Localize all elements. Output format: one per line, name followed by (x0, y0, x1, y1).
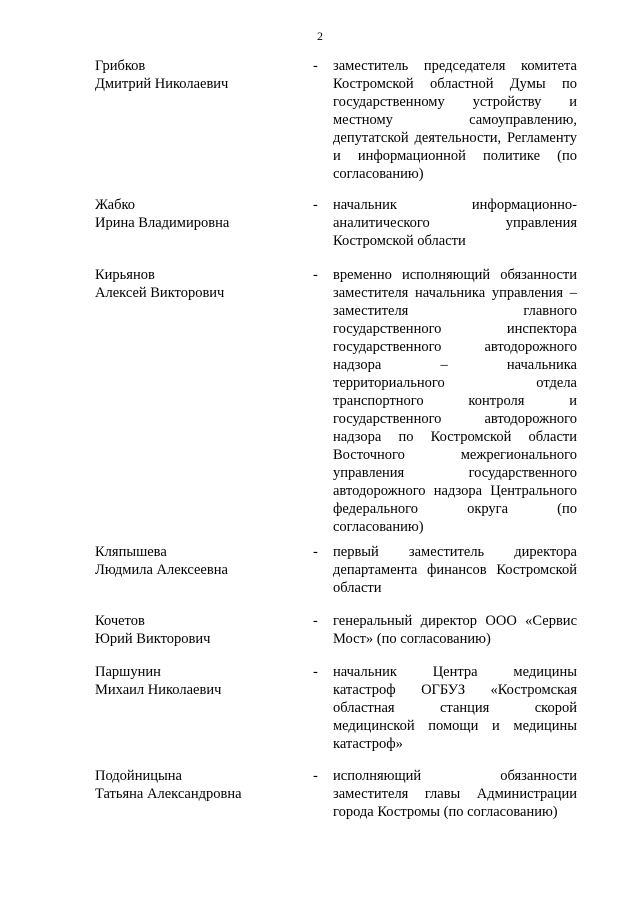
member-position: заместитель председателя комитета Костромской областной Думы по государственному устройству и местному самоуправлению, депутатской деятельности, Регламенту и информационной политике (по согласованию) (333, 58, 577, 182)
member-given-names: Михаил Николаевич (95, 682, 222, 698)
member-name (95, 767, 300, 803)
member-surname: Жабко (95, 197, 136, 213)
member-dash: - (313, 267, 318, 283)
member-given-names: Дмитрий Николаевич (95, 76, 229, 92)
member-surname: Кочетов (95, 613, 145, 629)
member-surname: Паршунин (95, 664, 161, 680)
member-name (95, 612, 300, 648)
member-name (95, 266, 300, 302)
member-given-names: Татьяна Александровна (95, 786, 242, 802)
page-number: 2 (317, 29, 323, 43)
member-dash: - (313, 664, 318, 680)
member-surname: Подойницына (95, 768, 182, 784)
member-surname: Кирьянов (95, 267, 155, 283)
member-position: генеральный директор ООО «Сервис Мост» (по согласованию) (333, 613, 577, 647)
member-given-names: Алексей Викторович (95, 285, 225, 301)
member-given-names: Людмила Алексеевна (95, 562, 228, 578)
member-name (95, 57, 300, 93)
member-dash: - (313, 58, 318, 74)
member-name (95, 663, 300, 699)
member-position: временно исполняющий обязанности заместителя начальника управления – заместителя главного государственного инспектора государственного автодорожного надзора – начальника территориального отдела транспортного контроля и государственного автодорожного надзора по Костромской области Восточного межрегионального управления государственного автодорожного надзора Центрального федерального округа (по согласованию) (333, 267, 577, 535)
member-dash: - (313, 613, 318, 629)
member-name (95, 543, 300, 579)
member-given-names: Ирина Владимировна (95, 215, 230, 231)
member-surname: Грибков (95, 58, 146, 74)
member-given-names: Юрий Викторович (95, 631, 211, 647)
member-dash: - (313, 544, 318, 560)
member-name (95, 196, 300, 232)
member-position: начальник Центра медицины катастроф ОГБУЗ «Костромская областная станция скорой медицинской помощи и медицины катастроф» (333, 664, 577, 752)
member-surname: Кляпышева (95, 544, 167, 560)
member-position: первый заместитель директора департамента финансов Костромской области (333, 544, 577, 596)
member-dash: - (313, 197, 318, 213)
member-position: исполняющий обязанности заместителя главы Администрации города Костромы (по согласованию) (333, 768, 577, 820)
member-dash: - (313, 768, 318, 784)
member-position: начальник информационно-аналитического управления Костромской области (333, 197, 577, 249)
